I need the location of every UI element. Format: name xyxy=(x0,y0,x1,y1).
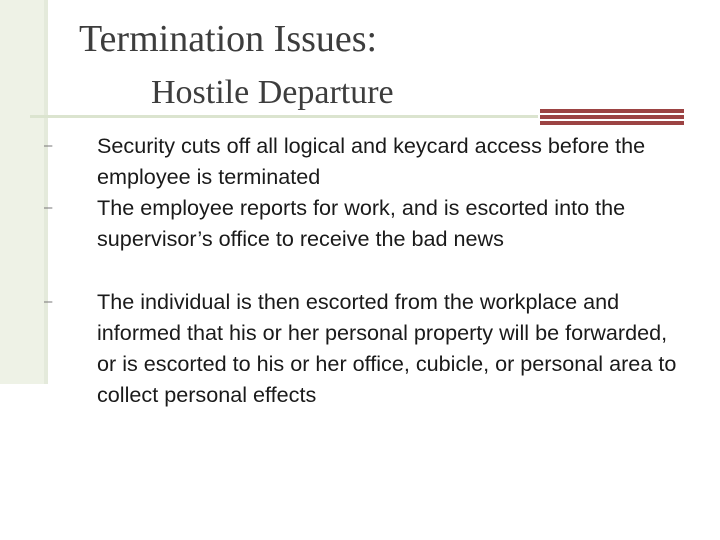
bullet-text: The individual is then escorted from the workplace and informed that his or her personal property will be forwarded, or is escorted to his or her office, cubicle, or personal area to collect personal effects xyxy=(97,289,677,407)
bullet-text: The employee reports for work, and is escorted into the supervisor’s office to receive the bad news xyxy=(97,195,626,251)
bullet-text: Security cuts off all logical and keycard access before the employee is terminated xyxy=(97,133,646,189)
title-accent-rule xyxy=(540,109,684,126)
bullet-item xyxy=(44,286,684,410)
bullet-dash-icon: – xyxy=(44,199,53,216)
title-underline-rule xyxy=(30,115,538,118)
bullet-item xyxy=(44,192,684,286)
accent-stripe xyxy=(540,109,684,113)
slide-title: Termination Issues: xyxy=(79,18,378,60)
bullet-item xyxy=(44,130,684,192)
slide-subtitle: Hostile Departure xyxy=(151,74,394,111)
bullet-dash-icon: – xyxy=(44,293,53,310)
accent-stripe xyxy=(540,121,684,125)
accent-stripe xyxy=(540,115,684,119)
bullet-list xyxy=(44,130,684,410)
left-accent-bar xyxy=(0,0,47,384)
bullet-dash-icon: – xyxy=(44,137,53,154)
